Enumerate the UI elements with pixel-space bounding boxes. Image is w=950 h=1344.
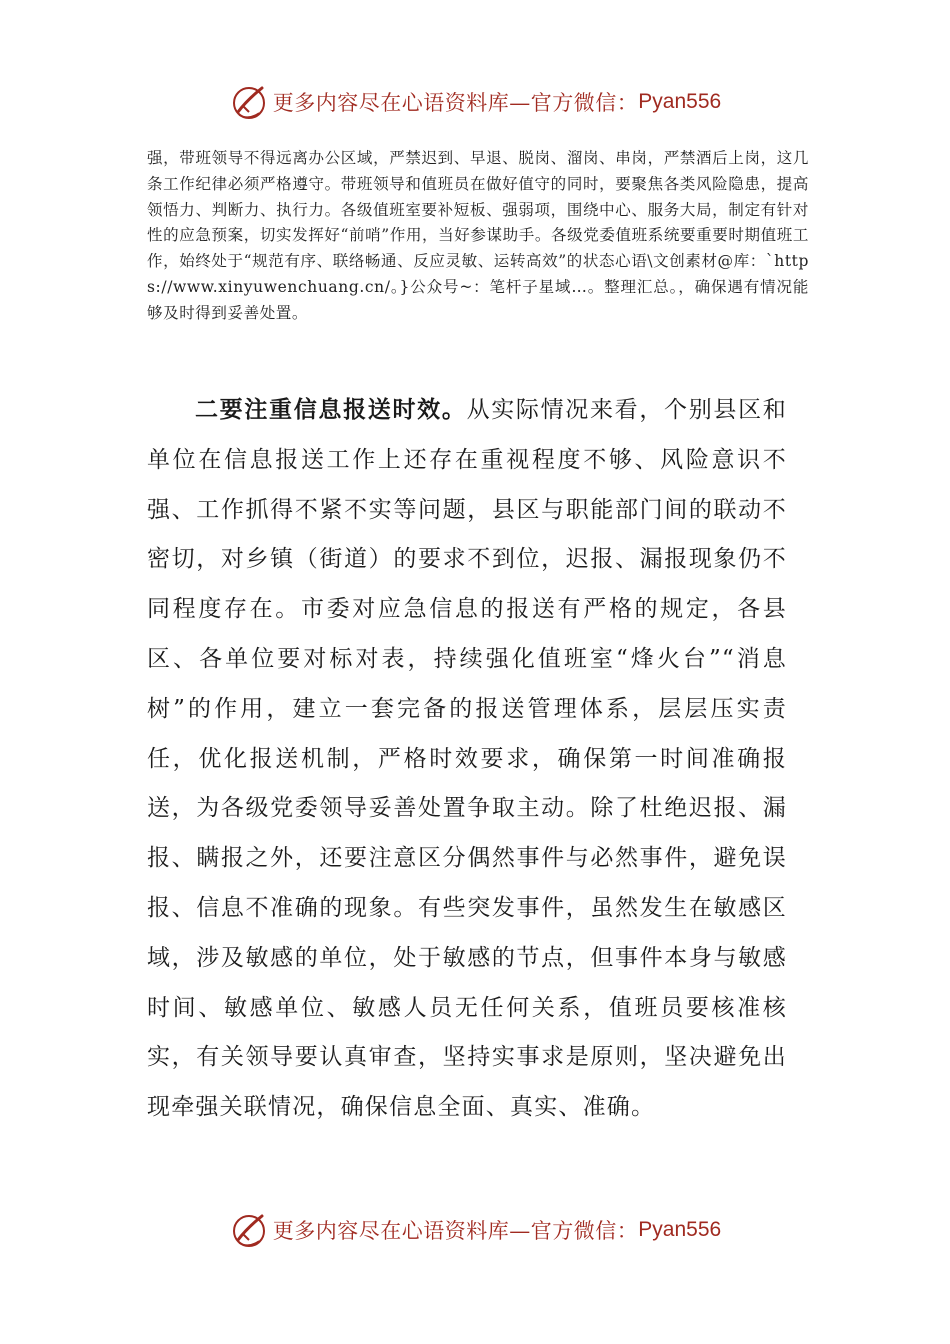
section-body: 从实际情况来看，个别县区和单位在信息报送工作上还存在重视程度不够、风险意识不强、工作抓得不紧不实等问题，县区与职能部门间的联动不密切，对乡镇（街道）的要求不到位，迟报、漏报现象仍不同程度存在。市委对应急信息的报送有严格的规定，各县区、各单位要对标对表，持续强化值班室“烽火台”“消息树”的作用，建立一套完备的报送管理体系，层层压实责任，优化报送机制，严格时效要求，确保第一时间准确报送，为各级党委领导妥善处置争取主动。除了杜绝迟报、漏报、瞒报之外，还要注意区分偶然事件与必然事件，避免误报、信息不准确的现象。有些突发事件，虽然发生在敏感区域，涉及敏感的单位，处于敏感的节点，但事件本身与敏感时间、敏感单位、敏感人员无任何关系，值班员要核准核实，有关领导要认真审查，坚持实事求是原则，坚决避免出现牵强关联情况，确保信息全面、真实、准确。 — [147, 397, 787, 1121]
header-banner — [0, 80, 950, 124]
footer-wechat-id: Pyan556 — [638, 1218, 722, 1241]
section-paragraph — [147, 385, 787, 1133]
header-banner-text: 更多内容尽在心语资料库—官方微信： — [272, 91, 639, 115]
section-title: 二要注重信息报送时效。 — [195, 396, 467, 423]
header-wechat-id: Pyan556 — [638, 90, 722, 113]
intro-paragraph: 强，带班领导不得远离办公区域，严禁迟到、早退、脱岗、溜岗、串岗，严禁酒后上岗，这几条工作纪律必须严格遵守。带班领导和值班员在做好值守的同时，要聚焦各类风险隐患，提高领悟力、判断力、执行力。各级值班室要补短板、强弱项，围绕中心、服务大局，制定有针对性的应急预案，切实发挥好“前哨”作用，当好参谋助手。各级党委值班系统要重要时期值班工作，始终处于“规范有序、联络畅通、反应灵敏、运转高效”的状态心语\文创素材@库：`https://www.xinyuwenchuang.cn/。}公众号~：笔杆子星域…。整理汇总。，确保遇有情况能够及时得到妥善处置。 — [147, 149, 809, 322]
pen-seal-logo-icon — [229, 1210, 269, 1250]
pen-seal-logo-icon — [229, 82, 269, 122]
footer-banner — [0, 1208, 950, 1252]
footer-banner-text: 更多内容尽在心语资料库—官方微信： — [272, 1219, 639, 1243]
